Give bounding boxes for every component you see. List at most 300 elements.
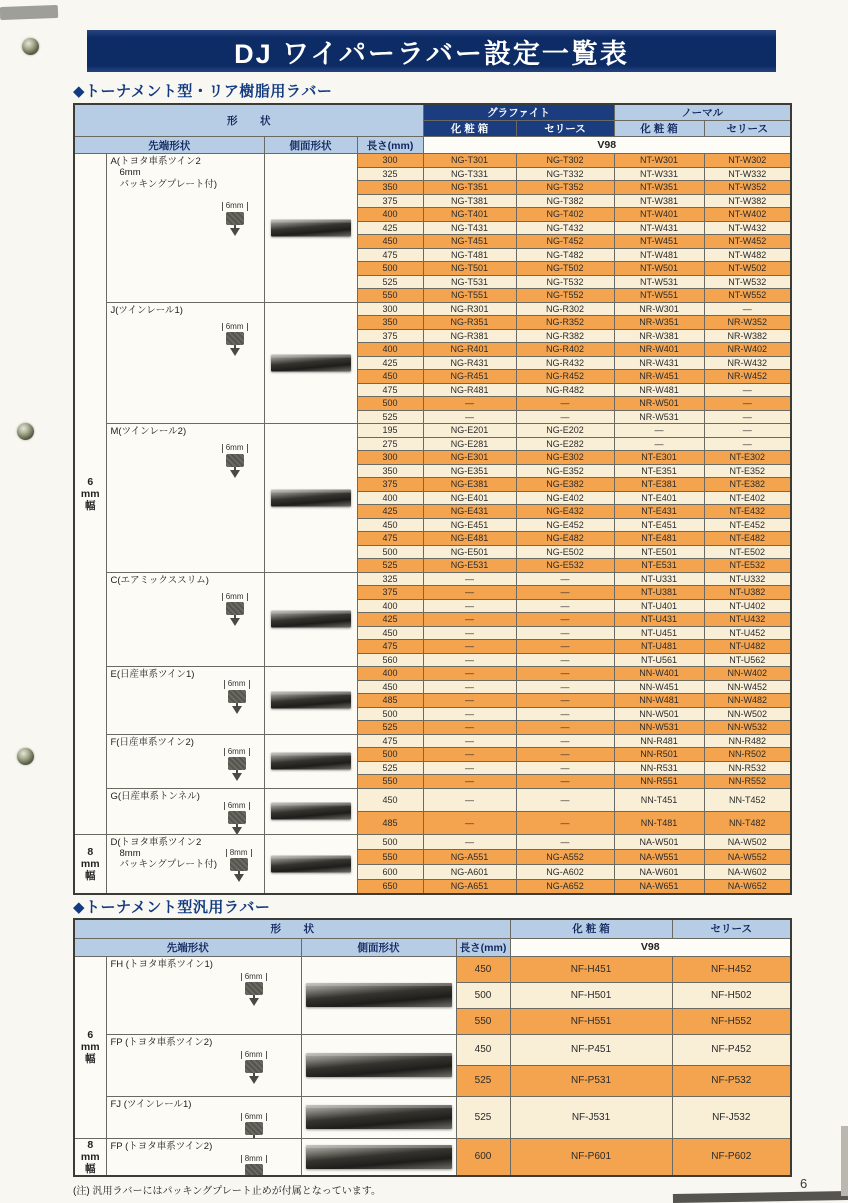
tip-shape-cell (106, 154, 264, 303)
tip-shape-cell (106, 667, 264, 735)
part-number-cell: — (516, 586, 614, 600)
part-number-cell: — (423, 626, 516, 640)
part-number-cell: NN-R551 (614, 775, 704, 789)
header-normal: ノーマル (614, 104, 791, 121)
length-cell: 450 (456, 1034, 510, 1065)
part-number-cell: NT-E501 (614, 545, 704, 559)
part-number-cell: NT-W331 (614, 167, 704, 181)
part-number-cell: NG-E381 (423, 478, 516, 492)
part-number-cell: NT-E452 (704, 518, 791, 532)
part-number-cell: NT-W431 (614, 221, 704, 235)
length-cell: 500 (357, 262, 423, 276)
length-cell: 475 (357, 734, 423, 748)
side-shape-photo (271, 611, 351, 628)
side-shape-cell (264, 424, 357, 573)
length-cell: 325 (357, 167, 423, 181)
tip-shape-icon (224, 748, 250, 782)
part-number-cell: NR-W451 (614, 370, 704, 384)
side-shape-photo (271, 354, 351, 371)
length-cell: 525 (456, 1096, 510, 1138)
header-series: セリース (672, 919, 791, 938)
part-number-cell: NG-T332 (516, 167, 614, 181)
side-shape-cell (301, 1138, 456, 1176)
part-number-cell: NR-W481 (614, 383, 704, 397)
part-number-cell: NG-E532 (516, 559, 614, 573)
part-number-cell: NN-R481 (614, 734, 704, 748)
arrow-down-icon (230, 618, 240, 626)
part-number-cell: NR-W531 (614, 410, 704, 424)
part-number-cell: NG-R302 (516, 302, 614, 316)
part-number-cell: — (704, 383, 791, 397)
table-row (74, 154, 791, 168)
tip-width-label: 6mm (224, 748, 250, 757)
part-number-cell: — (516, 640, 614, 654)
width-band-label-line: 6 (87, 475, 94, 488)
tip-shape-label (111, 426, 187, 437)
footnote: (注) 汎用ラバーにはパッキングプレート止めが付属となっています。 (73, 1186, 381, 1197)
width-band-label-line: mm (80, 1150, 100, 1163)
length-cell: 450 (357, 235, 423, 249)
binder-hole-icon (22, 38, 39, 55)
part-number-cell: NN-W532 (704, 721, 791, 735)
length-cell: 400 (357, 343, 423, 357)
scan-edge-mark (673, 1191, 848, 1203)
arrow-down-icon (230, 228, 240, 236)
part-number-cell: NR-W301 (614, 302, 704, 316)
width-band-label-line: mm (80, 1040, 100, 1053)
part-number-cell: — (423, 775, 516, 789)
tip-shape-icon (241, 1155, 267, 1176)
tip-shape-label-line: FJ (ツインレール1) (110, 1098, 192, 1110)
part-number-cell: NG-E481 (423, 532, 516, 546)
width-band-label (75, 1029, 106, 1065)
part-number-cell: NG-R382 (516, 329, 614, 343)
length-cell: 500 (357, 545, 423, 559)
part-number-cell: — (423, 572, 516, 586)
part-number-cell: NT-E302 (704, 451, 791, 465)
tip-shape-label-line: G(日産車系トンネル) (110, 790, 200, 802)
header-side-shape: 側面形状 (301, 938, 456, 956)
arrow-down-icon (230, 348, 240, 356)
part-number-cell: — (423, 410, 516, 424)
part-number-cell: NG-A551 (423, 849, 516, 864)
part-number-cell: NN-W401 (614, 667, 704, 681)
arrow-down-icon (232, 773, 242, 781)
tip-shape-label (111, 305, 183, 316)
part-number-cell: — (423, 640, 516, 654)
length-cell: 600 (456, 1138, 510, 1176)
length-cell: 550 (357, 849, 423, 864)
part-number-cell: — (423, 613, 516, 627)
part-number-cell: NN-R532 (704, 761, 791, 775)
length-cell: 525 (357, 721, 423, 735)
tip-width-label: 8mm (226, 849, 252, 858)
tip-shape-icon (241, 1113, 267, 1139)
tip-shape-cell (106, 1138, 301, 1176)
header-shape: 形 状 (74, 919, 510, 938)
part-number-cell: NG-E352 (516, 464, 614, 478)
table-row (74, 734, 791, 748)
tip-shape-cell (106, 1096, 301, 1138)
part-number-cell: NT-U331 (614, 572, 704, 586)
part-number-cell: NT-E382 (704, 478, 791, 492)
side-shape-cell (264, 572, 357, 667)
part-number-cell: NF-H551 (510, 1008, 672, 1034)
part-number-cell: NG-R482 (516, 383, 614, 397)
part-number-cell: NR-W501 (614, 397, 704, 411)
part-number-cell: — (423, 721, 516, 735)
part-number-cell: NG-T401 (423, 208, 516, 222)
part-number-cell: NG-T352 (516, 181, 614, 195)
part-number-cell: — (516, 761, 614, 775)
header-tip-shape: 先端形状 (74, 938, 301, 956)
tip-shape-label (111, 1141, 213, 1152)
length-cell: 375 (357, 329, 423, 343)
tip-width-label: 6mm (224, 680, 250, 689)
part-number-cell: NG-T402 (516, 208, 614, 222)
part-number-cell: NG-E501 (423, 545, 516, 559)
header-side-shape: 側面形状 (264, 137, 357, 154)
part-number-cell: — (423, 748, 516, 762)
part-number-cell: — (516, 572, 614, 586)
part-number-cell: NG-E301 (423, 451, 516, 465)
side-shape-cell (264, 788, 357, 834)
part-number-cell: NT-U332 (704, 572, 791, 586)
part-number-cell: NG-T452 (516, 235, 614, 249)
length-cell: 500 (357, 748, 423, 762)
width-band-cell (74, 154, 106, 835)
part-number-cell: NN-T481 (614, 811, 704, 834)
width-band-label-line: 幅 (85, 499, 96, 512)
part-number-cell: NT-E402 (704, 491, 791, 505)
part-number-cell: — (614, 424, 704, 438)
section-title-rear-resin: ◆トーナメント型・リア樹脂用ラバー (73, 83, 333, 100)
part-number-cell: NF-H502 (672, 982, 791, 1008)
part-number-cell: — (516, 613, 614, 627)
part-number-cell: NG-T351 (423, 181, 516, 195)
tip-shape-icon (226, 849, 252, 883)
part-number-cell: NG-E482 (516, 532, 614, 546)
rubber-profile-icon (226, 212, 244, 225)
part-number-cell: — (516, 734, 614, 748)
length-cell: 300 (357, 451, 423, 465)
length-cell: 560 (357, 653, 423, 667)
rubber-profile-icon (245, 1060, 263, 1073)
length-cell: 475 (357, 248, 423, 262)
length-cell: 425 (357, 613, 423, 627)
tip-shape-label-line: E(日産車系ツイン1) (110, 669, 195, 680)
length-cell: 375 (357, 194, 423, 208)
side-shape-photo (271, 855, 351, 872)
tip-shape-label (111, 575, 209, 586)
part-number-cell: NN-W402 (704, 667, 791, 681)
table-row (74, 956, 791, 982)
width-band-label (75, 476, 106, 512)
side-shape-photo (271, 489, 351, 506)
length-cell: 550 (357, 289, 423, 303)
part-number-cell: NN-W481 (614, 694, 704, 708)
length-cell: 450 (357, 626, 423, 640)
length-cell: 375 (357, 478, 423, 492)
part-number-cell: NA-W602 (704, 864, 791, 879)
length-cell: 400 (357, 599, 423, 613)
part-number-cell: NR-W351 (614, 316, 704, 330)
width-band-cell (74, 1138, 106, 1176)
side-shape-photo (306, 1105, 452, 1129)
part-number-cell: NT-U482 (704, 640, 791, 654)
tip-shape-label (111, 737, 194, 748)
part-number-cell: — (423, 788, 516, 811)
rubber-profile-icon (228, 757, 246, 770)
part-number-cell: NN-R502 (704, 748, 791, 762)
part-number-cell: NG-R352 (516, 316, 614, 330)
part-number-cell: — (516, 748, 614, 762)
part-number-cell: NG-E452 (516, 518, 614, 532)
rear-resin-rubber-table (73, 103, 792, 895)
part-number-cell: — (423, 397, 516, 411)
part-number-cell: — (516, 680, 614, 694)
rubber-profile-icon (245, 1164, 263, 1175)
table-row (74, 424, 791, 438)
part-number-cell: NT-E532 (704, 559, 791, 573)
part-number-cell: NA-W601 (614, 864, 704, 879)
part-number-cell: NG-A651 (423, 879, 516, 894)
part-number-cell: — (423, 707, 516, 721)
header-normal-box: 化粧箱 (614, 121, 704, 137)
side-shape-cell (301, 956, 456, 1034)
part-number-cell: — (423, 734, 516, 748)
part-number-cell: — (516, 694, 614, 708)
part-number-cell: — (516, 775, 614, 789)
header-tip-shape: 先端形状 (74, 137, 264, 154)
part-number-cell: NA-W651 (614, 879, 704, 894)
width-band-label-line: 8 (87, 845, 94, 858)
part-number-cell: NF-P532 (672, 1065, 791, 1096)
part-number-cell: — (516, 788, 614, 811)
part-number-cell: NN-R552 (704, 775, 791, 789)
length-cell: 300 (357, 302, 423, 316)
rubber-profile-icon (226, 454, 244, 467)
length-cell: 275 (357, 437, 423, 451)
header-v98: V98 (510, 938, 791, 956)
part-number-cell: — (423, 694, 516, 708)
part-number-cell: NG-R432 (516, 356, 614, 370)
part-number-cell: NF-H501 (510, 982, 672, 1008)
arrow-down-icon (232, 827, 242, 834)
length-cell: 450 (357, 370, 423, 384)
part-number-cell: NG-E201 (423, 424, 516, 438)
part-number-cell: NG-R481 (423, 383, 516, 397)
side-shape-cell (264, 154, 357, 303)
part-number-cell: NN-W451 (614, 680, 704, 694)
part-number-cell: NG-R381 (423, 329, 516, 343)
part-number-cell: NG-T501 (423, 262, 516, 276)
tip-shape-icon (222, 444, 248, 478)
tip-shape-label-line: A(トヨタ車系ツイン2 (110, 156, 201, 167)
part-number-cell: NG-R402 (516, 343, 614, 357)
side-shape-photo (271, 753, 351, 770)
side-shape-cell (264, 667, 357, 735)
tip-shape-label (111, 156, 218, 190)
tip-shape-cell (106, 834, 264, 894)
tip-width-label: 6mm (222, 593, 248, 602)
length-cell: 475 (357, 640, 423, 654)
tip-shape-icon (241, 973, 267, 1007)
tip-width-label: 6mm (224, 802, 250, 811)
part-number-cell: NG-A552 (516, 849, 614, 864)
part-number-cell: NN-R482 (704, 734, 791, 748)
part-number-cell: — (614, 437, 704, 451)
part-number-cell: — (516, 667, 614, 681)
tip-shape-cell (106, 734, 264, 788)
part-number-cell: NR-W402 (704, 343, 791, 357)
part-number-cell: NG-T481 (423, 248, 516, 262)
part-number-cell: — (704, 302, 791, 316)
part-number-cell: — (516, 653, 614, 667)
table-row (74, 834, 791, 849)
tip-shape-cell (106, 956, 301, 1034)
part-number-cell: NR-W352 (704, 316, 791, 330)
tip-shape-label-line: FP (トヨタ車系ツイン2) (110, 1036, 213, 1048)
tip-shape-cell (106, 1034, 301, 1096)
part-number-cell: — (423, 834, 516, 849)
part-number-cell: NF-P601 (510, 1138, 672, 1176)
part-number-cell: NG-R451 (423, 370, 516, 384)
part-number-cell: NG-T382 (516, 194, 614, 208)
part-number-cell: NF-H552 (672, 1008, 791, 1034)
part-number-cell: NF-J531 (510, 1096, 672, 1138)
width-band-label-line: 8 (87, 1138, 94, 1151)
header-v98: V98 (423, 137, 791, 154)
width-band-cell (74, 834, 106, 894)
tip-shape-label-line: M(ツインレール2) (110, 426, 187, 437)
part-number-cell: NN-T452 (704, 788, 791, 811)
part-number-cell: NT-E502 (704, 545, 791, 559)
part-number-cell: NT-E351 (614, 464, 704, 478)
side-shape-photo (271, 219, 351, 236)
part-number-cell: NG-T301 (423, 154, 516, 168)
part-number-cell: NG-T331 (423, 167, 516, 181)
part-number-cell: NA-W502 (704, 834, 791, 849)
part-number-cell: NT-U481 (614, 640, 704, 654)
tip-shape-cell (106, 572, 264, 667)
part-number-cell: NR-W381 (614, 329, 704, 343)
tip-width-label: 6mm (222, 444, 248, 453)
part-number-cell: NT-E301 (614, 451, 704, 465)
side-shape-photo (271, 692, 351, 709)
tip-width-label: 6mm (222, 202, 248, 211)
tip-shape-label (111, 959, 213, 970)
side-shape-photo (306, 1145, 452, 1169)
part-number-cell: — (704, 424, 791, 438)
side-shape-cell (264, 302, 357, 424)
length-cell: 450 (357, 680, 423, 694)
header-graphite-series: セリース (516, 121, 614, 137)
part-number-cell: NG-E382 (516, 478, 614, 492)
tip-shape-label-line: パッキングプレート付) (119, 859, 217, 871)
width-band-label-line: 幅 (85, 1053, 96, 1066)
length-cell: 500 (357, 397, 423, 411)
table-row (74, 572, 791, 586)
part-number-cell: NG-E531 (423, 559, 516, 573)
length-cell: 195 (357, 424, 423, 438)
scan-edge-mark (841, 1126, 848, 1196)
section-title-general-purpose: ◆トーナメント型汎用ラバー (73, 899, 271, 916)
rubber-profile-icon (228, 690, 246, 703)
part-number-cell: NF-P451 (510, 1034, 672, 1065)
tip-width-label: 6mm (241, 973, 267, 982)
header-length: 長さ(mm) (357, 137, 423, 154)
tip-shape-label (111, 669, 195, 680)
tip-shape-label-line: 6mm (119, 167, 141, 179)
arrow-down-icon (249, 1076, 259, 1084)
side-shape-photo (271, 803, 351, 820)
part-number-cell: NN-T482 (704, 811, 791, 834)
part-number-cell: NG-A601 (423, 864, 516, 879)
length-cell: 550 (357, 775, 423, 789)
part-number-cell: NG-R351 (423, 316, 516, 330)
tip-shape-label-line: C(エアミックススリム) (110, 574, 209, 586)
part-number-cell: NT-W402 (704, 208, 791, 222)
part-number-cell: — (516, 721, 614, 735)
part-number-cell: NG-T502 (516, 262, 614, 276)
tip-shape-cell (106, 424, 264, 573)
table-row (74, 302, 791, 316)
part-number-cell: NG-T451 (423, 235, 516, 249)
tip-shape-label-line: FH (トヨタ車系ツイン1) (110, 958, 213, 970)
part-number-cell: — (704, 410, 791, 424)
length-cell: 525 (357, 559, 423, 573)
part-number-cell: — (704, 437, 791, 451)
length-cell: 475 (357, 383, 423, 397)
length-cell: 600 (357, 864, 423, 879)
length-cell: 300 (357, 154, 423, 168)
binder-hole-icon (17, 748, 34, 765)
part-number-cell: NG-R301 (423, 302, 516, 316)
width-band-label-line: 幅 (85, 869, 96, 882)
length-cell: 350 (357, 181, 423, 195)
part-number-cell: NG-E431 (423, 505, 516, 519)
width-band-label-line: mm (80, 487, 100, 500)
arrow-down-icon (249, 998, 259, 1006)
part-number-cell: NT-W382 (704, 194, 791, 208)
tip-shape-label-line: D(トヨタ車系ツイン2 (110, 836, 202, 848)
page-number: 6 (800, 1176, 808, 1191)
side-shape-photo (306, 1053, 452, 1077)
arrow-down-icon (234, 874, 244, 882)
part-number-cell: NT-U452 (704, 626, 791, 640)
tip-shape-label-line: FP (トヨタ車系ツイン2) (110, 1140, 213, 1152)
part-number-cell: NN-W531 (614, 721, 704, 735)
width-band-cell (74, 956, 106, 1138)
rubber-profile-icon (226, 602, 244, 615)
part-number-cell: — (423, 667, 516, 681)
part-number-cell: NF-H451 (510, 956, 672, 982)
part-number-cell: — (423, 680, 516, 694)
part-number-cell: NG-T432 (516, 221, 614, 235)
part-number-cell: NG-T431 (423, 221, 516, 235)
length-cell: 550 (456, 1008, 510, 1034)
part-number-cell: NG-E432 (516, 505, 614, 519)
header-box: 化粧箱 (510, 919, 672, 938)
length-cell: 500 (357, 707, 423, 721)
part-number-cell: — (423, 599, 516, 613)
part-number-cell: NN-W482 (704, 694, 791, 708)
part-number-cell: NG-E302 (516, 451, 614, 465)
part-number-cell: NT-W332 (704, 167, 791, 181)
tip-shape-label-line: パッキングプレート付) (119, 178, 217, 190)
part-number-cell: NT-W501 (614, 262, 704, 276)
